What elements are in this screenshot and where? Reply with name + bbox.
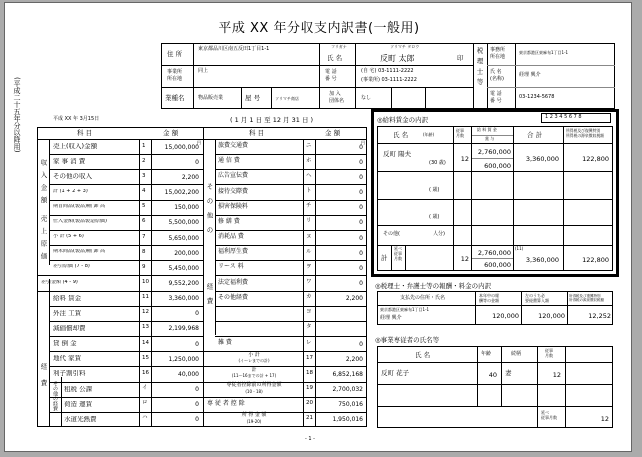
seal-mark: 印 bbox=[457, 54, 464, 62]
person3-age: ( 歳) bbox=[429, 214, 440, 220]
section-other-right: その他の bbox=[205, 183, 214, 241]
row-line-right bbox=[215, 215, 367, 216]
person1-pay: 2,760,000 bbox=[477, 148, 511, 156]
family-months: 12 bbox=[552, 371, 561, 379]
salary-header: ◎給料賃金の内訳 bbox=[377, 116, 429, 124]
tax-phone-label: 電 話 番 号 bbox=[490, 91, 502, 104]
salary-col-pay: 給 料 賃 金 bbox=[477, 127, 497, 132]
section-sales: 収入金額 bbox=[39, 159, 48, 209]
tax-phone-value: 03-1234-5678 bbox=[519, 94, 555, 100]
taxfee-col1: 本年中の報 酬等の金額 bbox=[479, 293, 499, 303]
col-amount-right: 金 額 bbox=[325, 129, 341, 137]
income-left-value: 0 bbox=[195, 158, 199, 166]
income-right-value: 1,950,016 bbox=[332, 416, 363, 424]
row-line-right bbox=[203, 397, 367, 398]
income-left-no: 1 bbox=[142, 142, 146, 149]
income-left-no: 6 bbox=[142, 218, 146, 225]
income-right-sublabel: (11～16までの計 + 17) bbox=[231, 373, 277, 379]
phone-label: 電 話 番 号 bbox=[325, 69, 337, 82]
section-expense-right: 経費 bbox=[205, 283, 214, 312]
row-line-right bbox=[215, 275, 367, 276]
period-text: ( 1 月 1 日 至 12 月 31 日 ) bbox=[230, 116, 314, 124]
income-right-label: 福利厚生費 bbox=[218, 248, 249, 256]
office-value: 同上 bbox=[198, 68, 209, 74]
row-line-right bbox=[215, 154, 367, 155]
income-right-no: 21 bbox=[306, 415, 313, 422]
assoc-value: なし bbox=[361, 95, 372, 101]
income-left-label: 売上(収入)金額 bbox=[53, 143, 98, 150]
income-right-label: 広告宣伝費 bbox=[218, 172, 249, 180]
income-right-no: タ bbox=[306, 324, 312, 331]
document-page bbox=[4, 2, 632, 452]
family-name: 反町 花子 bbox=[381, 369, 410, 377]
family-col-name: 氏 名 bbox=[415, 351, 431, 359]
income-right-sublabel: (イ～レまでの計) bbox=[238, 358, 270, 364]
salary-col-bonus: 賞 与 bbox=[485, 136, 495, 141]
tax-office-value: 東京都港区東麻布1丁目1-1 bbox=[519, 50, 569, 55]
income-right-value: 0 bbox=[359, 189, 363, 197]
income-right-sublabel: (19-20) bbox=[246, 418, 262, 424]
person1-months: 12 bbox=[460, 155, 469, 163]
income-left-value: 0 bbox=[195, 310, 199, 318]
family-age: 40 bbox=[488, 371, 497, 379]
row-line-right bbox=[215, 184, 367, 185]
salary-total-total: 3,360,000 bbox=[525, 256, 559, 264]
col-item-right: 科 目 bbox=[249, 129, 265, 137]
income-left-label: 貸 倒 金 bbox=[53, 340, 77, 347]
taxfee-col3: 所得税及び復興特別 所得税の源泉徴収税額 bbox=[569, 294, 604, 303]
income-left-no: 4 bbox=[142, 188, 146, 195]
income-right-value: 750,016 bbox=[338, 401, 363, 409]
tax-name-label: 氏 名 (名称) bbox=[490, 69, 504, 82]
family-total-label: 延べ 従事月数 bbox=[541, 410, 557, 420]
income-left-value: 2,199,968 bbox=[168, 325, 199, 333]
income-right-no: ヲ bbox=[306, 263, 312, 270]
others-label: その他( bbox=[383, 231, 400, 237]
salary-col-age: (年齢) bbox=[423, 132, 435, 137]
income-left-no: 9 bbox=[142, 263, 146, 270]
income-right-value: 0 bbox=[359, 234, 363, 242]
income-left-no: ロ bbox=[142, 400, 148, 407]
taxfee-col-who: 支払先の住所・氏名 bbox=[400, 295, 446, 301]
income-right-no: レ bbox=[306, 339, 312, 346]
business-label: 業種名 bbox=[165, 94, 185, 102]
taxfee-v2: 120,000 bbox=[538, 312, 565, 320]
income-left-label: 外注 工賃 bbox=[53, 309, 82, 317]
income-left-label: 租税 公課 bbox=[64, 385, 93, 393]
income-right-value: 0 bbox=[359, 143, 363, 151]
income-left-label: 給料 賃金 bbox=[53, 294, 82, 302]
income-right-no: ト bbox=[306, 188, 312, 195]
taxfee-v1: 120,000 bbox=[492, 312, 519, 320]
family-col-age: 年齢 bbox=[481, 351, 492, 357]
salary-total-pay: 2,760,000 bbox=[477, 249, 511, 257]
income-right-value: 2,200 bbox=[345, 295, 363, 303]
family-col-rel: 続柄 bbox=[511, 351, 522, 357]
income-left-value: 0 bbox=[195, 401, 199, 409]
row-line-left bbox=[49, 230, 203, 231]
income-right-label: 旅費交通費 bbox=[218, 142, 249, 150]
row-line-left bbox=[49, 200, 203, 201]
income-right-label: 雑 費 bbox=[218, 339, 232, 347]
row-line-right bbox=[215, 291, 367, 292]
income-left-value: 3,360,000 bbox=[168, 295, 199, 303]
date-text: 平成 XX 年 3月15日 bbox=[53, 116, 100, 122]
income-left-value: 5,450,000 bbox=[168, 264, 199, 272]
income-left-value: 1,250,000 bbox=[168, 355, 199, 363]
income-right-value: 0 bbox=[359, 340, 363, 348]
income-right-no: ヌ bbox=[306, 233, 312, 240]
row-line-right bbox=[215, 245, 367, 246]
income-left-label: 家 事 消 費 bbox=[53, 158, 86, 165]
income-left-no: 11 bbox=[142, 294, 149, 301]
income-left-label: 小 計 (5 + 6) bbox=[53, 234, 84, 240]
income-right-no: 19 bbox=[306, 385, 313, 392]
income-right-label: 損害保険料 bbox=[218, 202, 249, 210]
income-left-label: 計 (1 + 2 + 3) bbox=[53, 188, 88, 194]
income-right-label: 専従者控除前の所得金額 bbox=[226, 382, 282, 389]
taxfee-name: 経理 興介 bbox=[380, 315, 402, 321]
tax-name-value: 経理 興介 bbox=[519, 72, 541, 78]
income-left-value: 200,000 bbox=[174, 249, 199, 257]
family-rel: 妻 bbox=[505, 369, 512, 377]
row-line-left bbox=[49, 184, 203, 185]
col-amount-left: 金 額 bbox=[163, 129, 179, 137]
income-left-value: 9,552,200 bbox=[168, 280, 199, 287]
income-left-no: 13 bbox=[142, 324, 149, 331]
income-left-value: 0 bbox=[195, 386, 199, 394]
income-right-no: 18 bbox=[306, 369, 313, 376]
income-left-label: 期末商品(製品)棚 卸 高 bbox=[53, 249, 106, 255]
row-line-left bbox=[49, 154, 203, 155]
side-label: (平成二十五年分以降用) bbox=[13, 77, 21, 153]
family-header: ◎事業専従者の氏名等 bbox=[375, 336, 440, 344]
salary-col-months: 従事 月数 bbox=[456, 128, 464, 138]
row-line-right bbox=[215, 260, 367, 261]
income-right-label: 消耗品 費 bbox=[218, 233, 244, 241]
income-left-no: 3 bbox=[142, 172, 146, 179]
trade-label: 屋 号 bbox=[245, 94, 261, 102]
income-right-no: ヨ bbox=[306, 309, 312, 316]
income-right-no: ニ bbox=[306, 142, 312, 149]
income-left-no: ハ bbox=[142, 415, 148, 422]
income-left-value: 0 bbox=[195, 416, 199, 424]
income-right-value: 0 bbox=[359, 173, 363, 181]
income-left-value: 150,000 bbox=[174, 204, 199, 212]
income-right-no: 17 bbox=[306, 354, 313, 361]
row-line-left bbox=[49, 306, 203, 307]
income-right-no: ヘ bbox=[306, 172, 312, 179]
income-left-no: 12 bbox=[142, 309, 149, 316]
salary-total-months: 12 bbox=[460, 255, 469, 263]
row-line-left bbox=[49, 397, 203, 398]
name-value: 反町 太郎 bbox=[380, 54, 415, 63]
section-expense: 経費 bbox=[39, 363, 48, 396]
furigana-label: フリガナ bbox=[331, 44, 347, 49]
income-right-value: 6,852,168 bbox=[332, 370, 363, 378]
income-left-no: 5 bbox=[142, 203, 146, 210]
income-left-value: 15,002,200 bbox=[164, 189, 199, 197]
page-title: 平成 XX 年分収支内訳書(一般用) bbox=[218, 21, 420, 36]
income-left-value: 5,500,000 bbox=[168, 219, 199, 227]
yen-left: 円 bbox=[197, 140, 201, 145]
salary-total-bonus: 600,000 bbox=[484, 261, 511, 269]
income-left-no: 8 bbox=[142, 248, 146, 255]
income-left-no: 10 bbox=[142, 279, 149, 285]
income-right-value: 0 bbox=[359, 204, 363, 212]
person1-total: 3,360,000 bbox=[525, 155, 559, 163]
income-right-label: 計 bbox=[251, 366, 257, 373]
family-col-months: 従事 月数 bbox=[545, 348, 553, 358]
row-line-left bbox=[37, 291, 203, 292]
income-left-no: 7 bbox=[142, 233, 146, 240]
assoc-label: 加 入 団体名 bbox=[329, 91, 345, 104]
salary-col-tax: 所得税及び復興特別 所得税の源泉徴収税額 bbox=[566, 128, 604, 138]
row-line-left bbox=[37, 275, 203, 276]
income-left-value: 5,650,000 bbox=[168, 234, 199, 242]
office-label: 事業所 所在地 bbox=[167, 69, 183, 82]
row-line-right bbox=[215, 169, 367, 170]
phone-office: (事業所) 03-1111-2222 bbox=[361, 77, 417, 83]
income-left-no: 15 bbox=[142, 354, 149, 361]
section-other-left: その他の経費 bbox=[52, 381, 58, 411]
taxfee-col2: 左のうち必 要経費算入額 bbox=[525, 293, 549, 303]
income-right-label: 小 計 bbox=[248, 351, 260, 358]
income-right-value: 2,700,032 bbox=[332, 386, 363, 394]
furigana-value: ソリマチ タロウ bbox=[390, 44, 420, 49]
income-right-label: リース 料 bbox=[218, 263, 244, 271]
salary-total-label: 計 bbox=[381, 254, 388, 262]
others-unit: 人分) bbox=[433, 231, 445, 237]
income-left-no: イ bbox=[142, 385, 148, 392]
income-left-value: 2,200 bbox=[181, 173, 199, 181]
income-right-no: チ bbox=[306, 203, 312, 210]
row-line-right bbox=[215, 321, 367, 322]
trade-value: ソリマチ商店 bbox=[275, 96, 299, 101]
taxfee-v3: 12,252 bbox=[588, 312, 611, 320]
salary-col-total: 合 計 bbox=[527, 131, 543, 139]
income-left-label: その他の収入 bbox=[53, 173, 92, 180]
income-right-label: 修 繕 費 bbox=[218, 217, 240, 225]
income-right-label: 法定福利費 bbox=[218, 278, 249, 286]
row-line-left bbox=[49, 260, 203, 261]
income-right-label: その他経費 bbox=[218, 293, 249, 301]
phone-home: (自 宅) 03-1111-2222 bbox=[361, 68, 414, 74]
income-right-value: 0 bbox=[359, 158, 363, 166]
income-left-label: 仕入金額(製品製造原価) bbox=[53, 218, 107, 224]
row-line-right bbox=[215, 200, 367, 201]
income-right-label: 接待交際費 bbox=[218, 187, 249, 195]
person1-tax: 122,800 bbox=[582, 155, 609, 163]
row-line-left bbox=[49, 169, 203, 170]
income-right-label: 通 信 費 bbox=[218, 157, 240, 165]
income-right-value: 0 bbox=[359, 249, 363, 257]
income-right-no: ワ bbox=[306, 279, 312, 285]
form-number: 1 2 3 4 5 6 7 8 bbox=[545, 114, 582, 120]
income-left-no: 16 bbox=[142, 369, 149, 376]
salary-total-tax: 122,800 bbox=[582, 256, 609, 264]
name-label: 氏 名 bbox=[327, 54, 343, 62]
income-left-label: 期首商品(製品)棚 卸 高 bbox=[53, 203, 106, 209]
row-line-left bbox=[49, 412, 203, 413]
person1-name: 反町 陽夫 bbox=[383, 150, 412, 158]
col-item-left: 科 目 bbox=[77, 129, 93, 137]
income-left-value: 40,000 bbox=[178, 370, 199, 378]
income-left-label: 減価償却費 bbox=[53, 324, 86, 332]
person1-age: (30 歳) bbox=[429, 160, 446, 166]
person2-age: ( 歳) bbox=[429, 187, 440, 193]
income-left-value: 15,000,000 bbox=[164, 143, 199, 151]
address-value: 東京都品川区南五反田1丁目1-1 bbox=[198, 46, 270, 52]
business-value: 物品販売業 bbox=[198, 95, 224, 101]
person1-bonus: 600,000 bbox=[484, 162, 511, 170]
income-right-no: ホ bbox=[306, 157, 312, 164]
address-label: 住 所 bbox=[167, 50, 183, 58]
income-left-label: 差引原価 (7 - 8) bbox=[53, 264, 90, 270]
taxfee-addr: 東京都港区東麻布1丁目1-1 bbox=[380, 307, 430, 312]
tax-office-label: 事務所 所在地 bbox=[490, 47, 506, 60]
income-left-label: 地代 家賃 bbox=[53, 355, 82, 362]
income-left-no: 2 bbox=[142, 157, 146, 164]
income-right-sublabel: (10 - 18) bbox=[245, 388, 263, 394]
income-right-no: ル bbox=[306, 248, 312, 255]
row-line-right bbox=[215, 306, 367, 307]
row-line-left bbox=[49, 321, 203, 322]
income-left-label: 利子割引料 bbox=[53, 370, 86, 377]
salary-total-no: (11) bbox=[515, 246, 524, 251]
section-cost: 売上原価 bbox=[39, 215, 48, 265]
income-right-label: 専 従 者 控 除 bbox=[207, 399, 245, 407]
row-line-left bbox=[49, 245, 203, 246]
page-number: - 1 - bbox=[305, 436, 315, 442]
income-right-value: 0 bbox=[359, 264, 363, 272]
income-left-label: 荷造 運賃 bbox=[64, 400, 93, 408]
row-line-left bbox=[49, 336, 203, 337]
taxfee-header: ◎税理士・弁護士等の報酬・料金の内訳 bbox=[375, 282, 492, 290]
income-left-label: 水道光熱費 bbox=[64, 415, 97, 423]
row-line-right bbox=[215, 230, 367, 231]
income-right-no: カ bbox=[306, 294, 312, 301]
row-line-right bbox=[215, 336, 367, 337]
income-left-no: 14 bbox=[142, 339, 149, 346]
income-left-label: 差引金額 (4 - 9) bbox=[41, 279, 78, 285]
row-line-left bbox=[49, 366, 203, 367]
yen-right: 円 bbox=[361, 140, 365, 145]
income-right-value: 0 bbox=[359, 280, 363, 287]
row-line-left bbox=[49, 351, 203, 352]
row-line-left bbox=[49, 215, 203, 216]
salary-col-name: 氏 名 bbox=[393, 131, 409, 139]
salary-total-sub: 延べ 従事 月数 bbox=[394, 246, 402, 261]
income-right-label: 所 得 金 額 bbox=[241, 412, 267, 419]
income-right-no: リ bbox=[306, 218, 312, 225]
row-line-left bbox=[49, 382, 203, 383]
family-total-months: 12 bbox=[600, 415, 609, 423]
income-right-value: 2,200 bbox=[345, 355, 363, 363]
income-right-no: 20 bbox=[306, 400, 313, 407]
tax-accountant-label: 税理士等 bbox=[475, 47, 484, 89]
income-left-value: 0 bbox=[195, 340, 199, 348]
income-right-value: 0 bbox=[359, 219, 363, 227]
